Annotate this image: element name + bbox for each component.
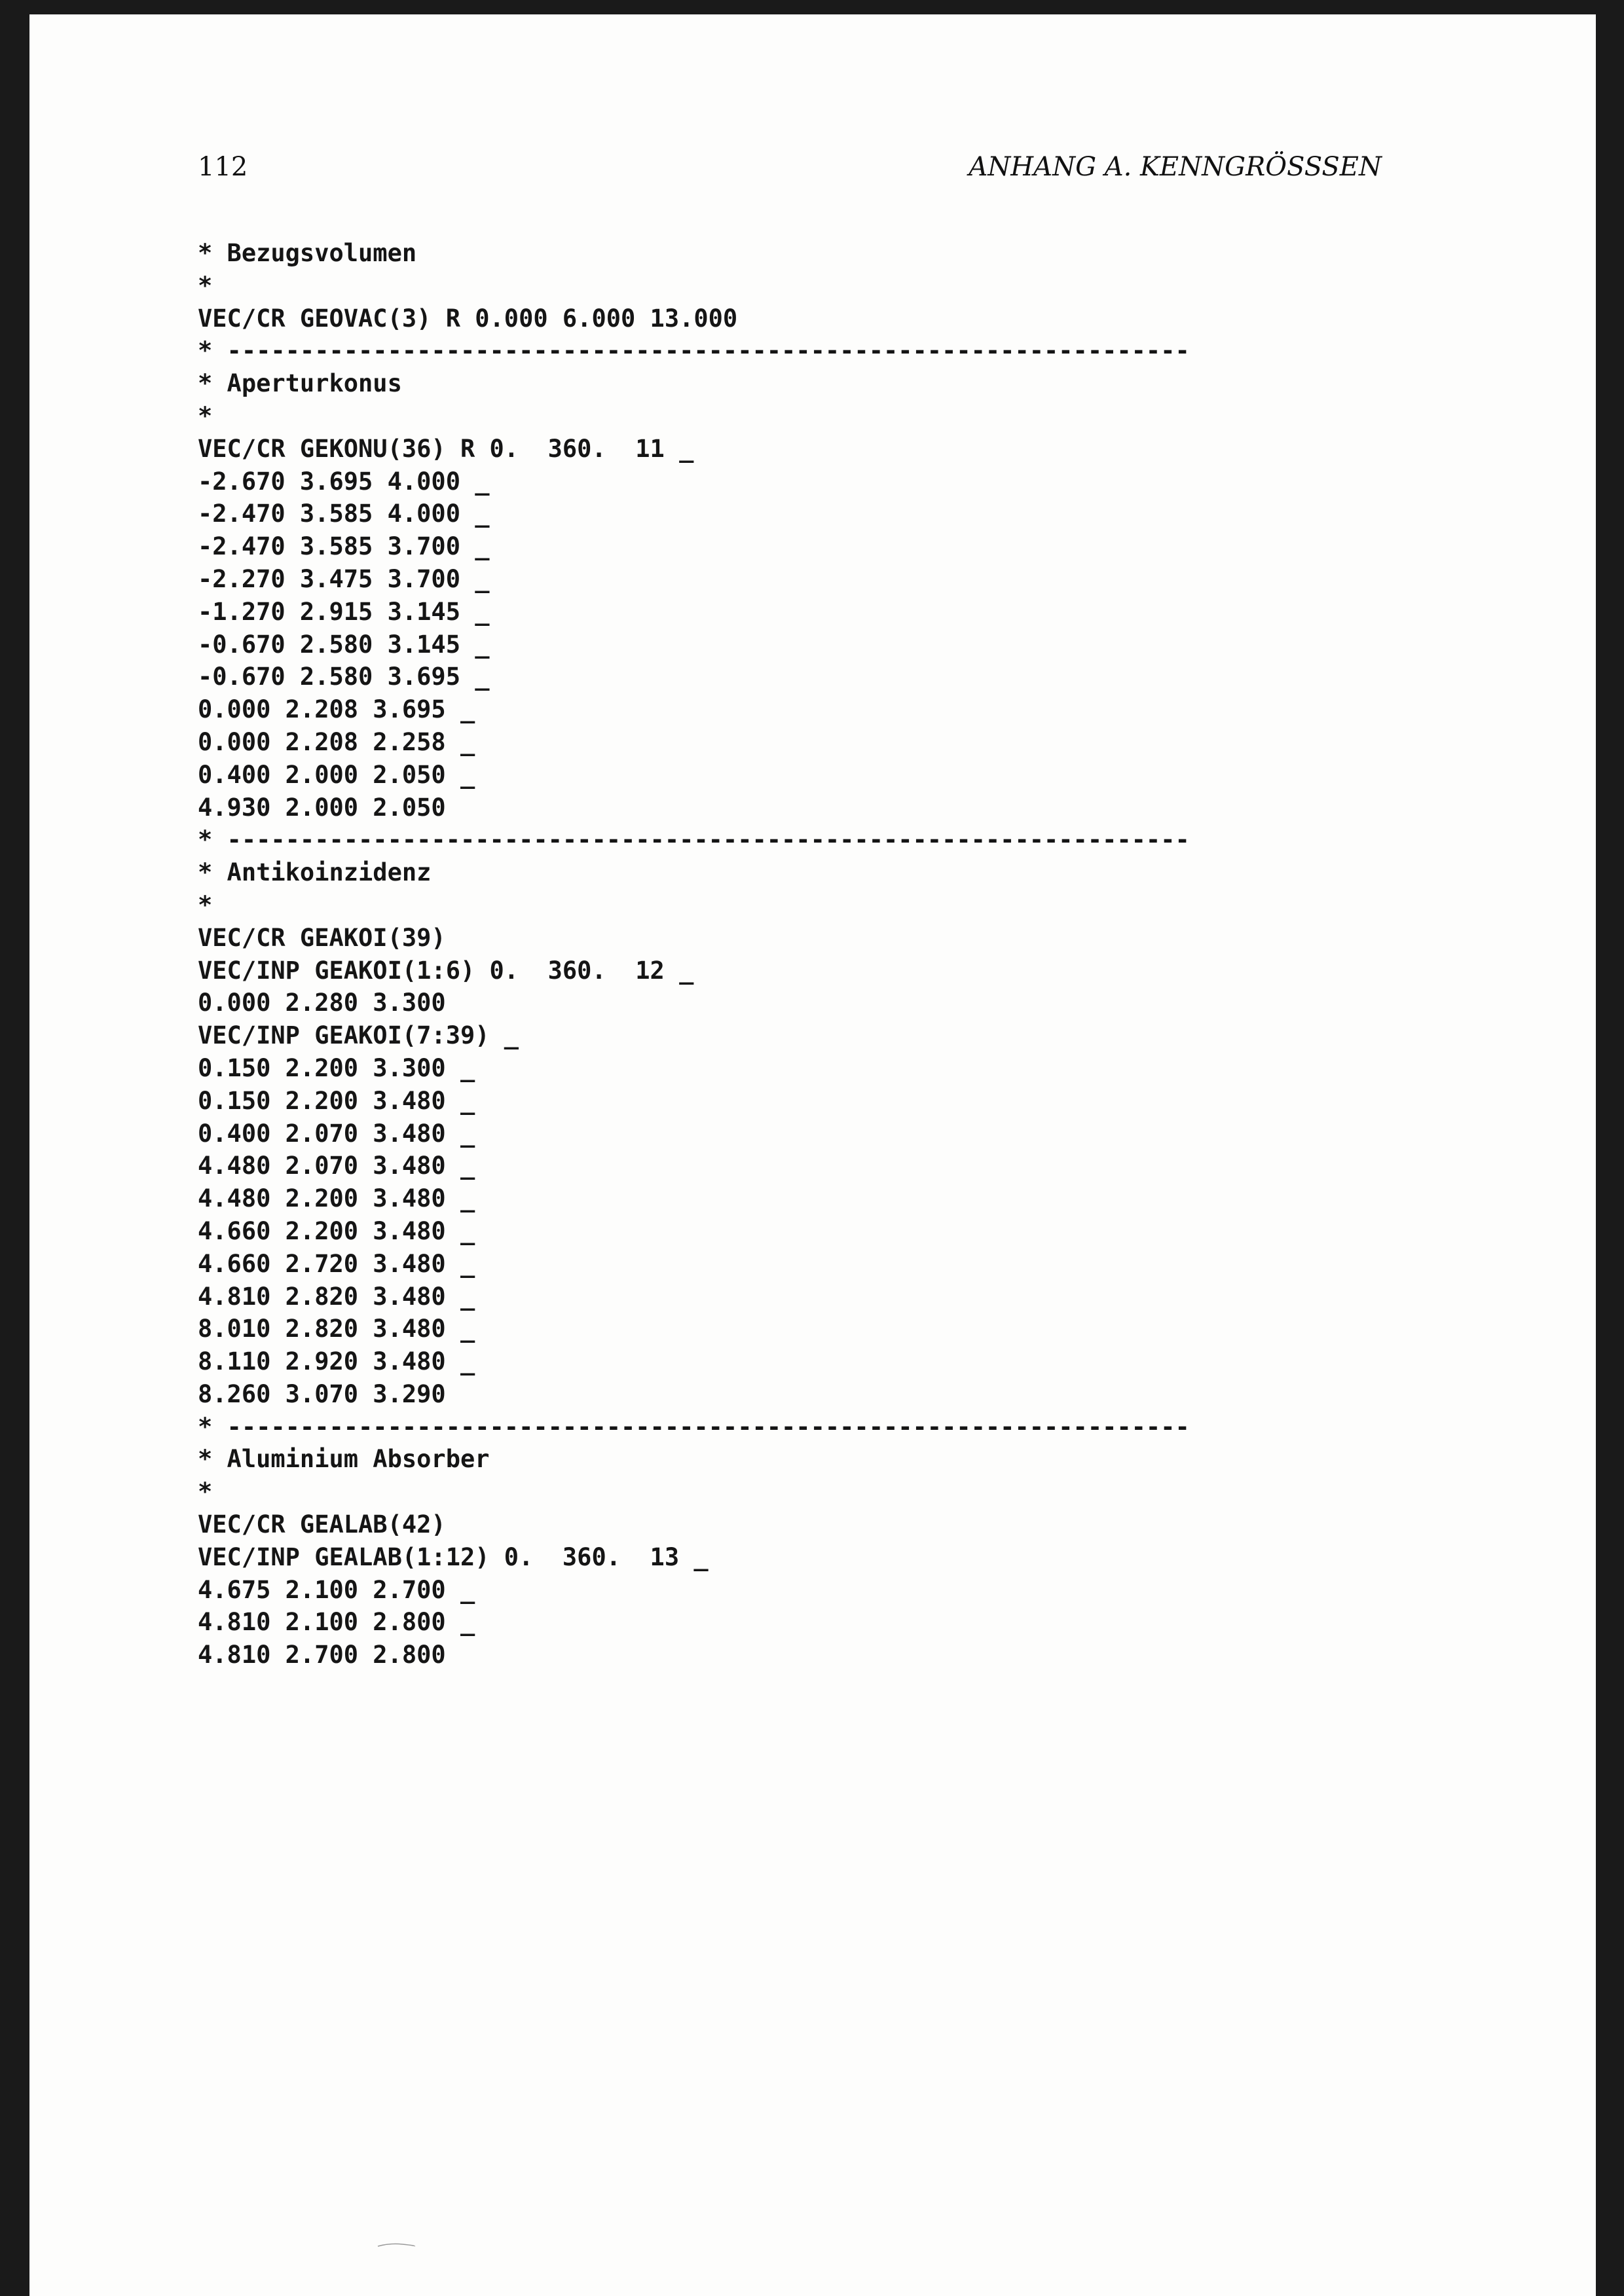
code-line: VEC/CR GEOVAC(3) R 0.000 6.000 13.000 bbox=[198, 304, 738, 333]
code-line: VEC/INP GEAKOI(1:6) 0. 360. 12 _ bbox=[198, 956, 694, 985]
scan-smudge bbox=[377, 2242, 416, 2248]
code-line: 0.150 2.200 3.480 _ bbox=[198, 1086, 475, 1115]
code-line: * Aperturkonus bbox=[198, 369, 402, 398]
code-line: 4.675 2.100 2.700 _ bbox=[198, 1575, 475, 1604]
running-head: ANHANG A. KENNGRÖSSSEN bbox=[969, 152, 1382, 182]
code-line: * ------------------------------------------------------------------ bbox=[198, 337, 1190, 365]
code-line: 4.810 2.700 2.800 bbox=[198, 1641, 446, 1669]
document-page bbox=[29, 14, 1596, 2296]
code-line: VEC/INP GEAKOI(7:39) _ bbox=[198, 1021, 519, 1050]
code-line: 4.480 2.070 3.480 _ bbox=[198, 1152, 475, 1180]
page-number: 112 bbox=[198, 152, 248, 182]
code-line: 4.930 2.000 2.050 bbox=[198, 793, 446, 822]
code-line: 4.810 2.820 3.480 _ bbox=[198, 1282, 475, 1311]
code-listing bbox=[198, 237, 1190, 1671]
code-line: VEC/CR GEAKOI(39) bbox=[198, 923, 446, 952]
code-line: * ------------------------------------------------------------------ bbox=[198, 1412, 1190, 1441]
code-line: 0.400 2.000 2.050 _ bbox=[198, 760, 475, 789]
code-line: * bbox=[198, 401, 213, 430]
code-line: * Bezugsvolumen bbox=[198, 239, 417, 267]
code-line: VEC/INP GEALAB(1:12) 0. 360. 13 _ bbox=[198, 1542, 709, 1571]
code-line: * Aluminium Absorber bbox=[198, 1445, 490, 1474]
code-line: -2.470 3.585 3.700 _ bbox=[198, 532, 490, 561]
code-line: * ------------------------------------------------------------------ bbox=[198, 826, 1190, 854]
code-line: * Antikoinzidenz bbox=[198, 858, 432, 887]
code-line: VEC/CR GEALAB(42) bbox=[198, 1510, 446, 1539]
code-line: 4.660 2.720 3.480 _ bbox=[198, 1249, 475, 1278]
code-line: * bbox=[198, 1478, 213, 1506]
code-line: 0.000 2.208 3.695 _ bbox=[198, 695, 475, 724]
code-line: 8.010 2.820 3.480 _ bbox=[198, 1315, 475, 1343]
code-line: 4.660 2.200 3.480 _ bbox=[198, 1216, 475, 1245]
code-line: 0.000 2.280 3.300 bbox=[198, 989, 446, 1017]
code-line: VEC/CR GEKONU(36) R 0. 360. 11 _ bbox=[198, 434, 694, 463]
code-line: * bbox=[198, 271, 213, 300]
code-line: -0.670 2.580 3.695 _ bbox=[198, 663, 490, 691]
code-line: 0.000 2.208 2.258 _ bbox=[198, 727, 475, 756]
code-line: 4.480 2.200 3.480 _ bbox=[198, 1184, 475, 1213]
code-line: -2.470 3.585 4.000 _ bbox=[198, 500, 490, 528]
code-line: 4.810 2.100 2.800 _ bbox=[198, 1608, 475, 1637]
code-line: 0.150 2.200 3.300 _ bbox=[198, 1053, 475, 1082]
code-line: -2.670 3.695 4.000 _ bbox=[198, 467, 490, 496]
code-line: 0.400 2.070 3.480 _ bbox=[198, 1119, 475, 1148]
code-line: -2.270 3.475 3.700 _ bbox=[198, 564, 490, 593]
code-line: 8.260 3.070 3.290 bbox=[198, 1379, 446, 1408]
code-line: * bbox=[198, 890, 213, 919]
code-line: -1.270 2.915 3.145 _ bbox=[198, 597, 490, 626]
code-line: 8.110 2.920 3.480 _ bbox=[198, 1347, 475, 1376]
code-line: -0.670 2.580 3.145 _ bbox=[198, 630, 490, 659]
